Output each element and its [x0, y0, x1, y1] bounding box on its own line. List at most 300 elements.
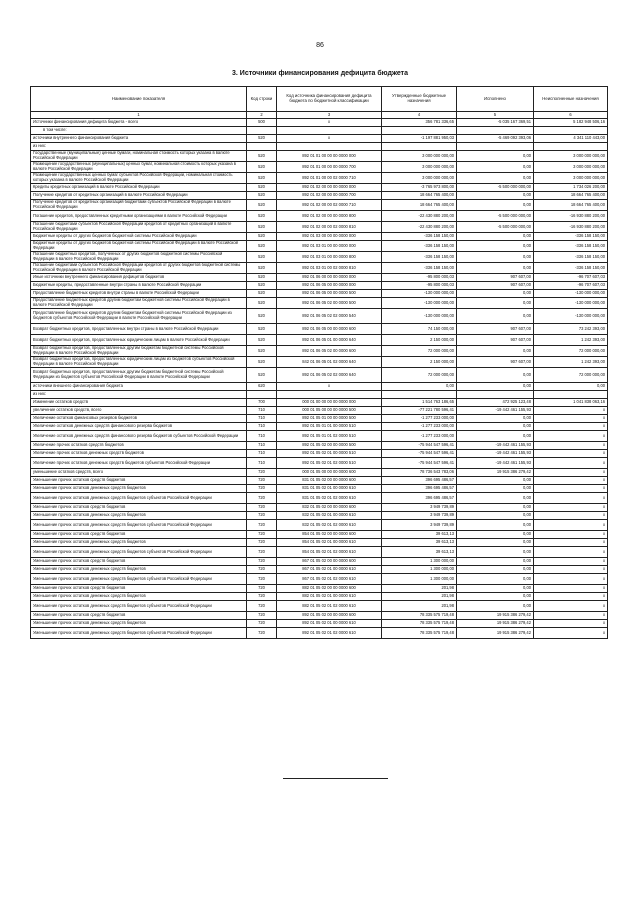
indicator-name-cell: Возврат бюджетных кредитов, предоставленных юридическим лицам из бюджетов субъектов Российской Федерации в валюте Российской Федерации — [31, 357, 247, 368]
unexecuted-cell: -130 000 000,00 — [534, 290, 608, 298]
table-row — [31, 531, 608, 539]
line-code-cell: 520 — [247, 368, 277, 383]
section-title: 3. Источники финансирования дефицита бюджета — [232, 70, 408, 77]
unexecuted-cell: -336 158 150,00 — [534, 252, 608, 263]
table-row — [31, 585, 608, 593]
table-row — [31, 241, 608, 252]
executed-cell: 0,00 — [457, 566, 534, 574]
table-row — [31, 222, 608, 233]
unexecuted-cell — [534, 143, 608, 151]
table-row — [31, 119, 608, 127]
executed-cell: 19 915 386 279,42 — [457, 612, 534, 620]
source-code-cell: 892 01 03 01 00 02 0000 810 — [277, 263, 382, 274]
executed-cell: 0,00 — [457, 298, 534, 309]
approved-cell: 39 613,13 — [382, 531, 457, 539]
table-row — [31, 574, 608, 585]
approved-cell: 78 335 575 719,48 — [382, 612, 457, 620]
indicator-name-cell: Уменьшение прочих остатков денежных средств бюджетов субъектов Российской Федерации — [31, 547, 247, 558]
line-code-cell: 700 — [247, 399, 277, 407]
source-code-cell: 892 01 02 00 00 02 0000 710 — [277, 200, 382, 211]
indicator-name-cell: из них: — [31, 143, 247, 151]
indicator-name-cell: Уменьшение прочих остатков средств бюджетов — [31, 477, 247, 485]
source-code-cell: 892 01 02 00 00 02 0000 810 — [277, 222, 382, 233]
table-row — [31, 324, 608, 335]
approved-cell: 201,98 — [382, 601, 457, 612]
indicator-name-cell: Уменьшение прочих остатков денежных средств бюджетов — [31, 566, 247, 574]
table-row — [31, 423, 608, 431]
table-row — [31, 407, 608, 415]
unexecuted-cell: -336 158 150,00 — [534, 263, 608, 274]
table-row — [31, 282, 608, 290]
approved-cell: 74 150 000,00 — [382, 324, 457, 335]
indicator-name-cell: Источники финансирования дефицита бюджета - всего — [31, 119, 247, 127]
approved-cell: -75 944 547 596,41 — [382, 458, 457, 469]
executed-cell: 0,00 — [457, 531, 534, 539]
indicator-name-cell: Уменьшение прочих остатков денежных средств бюджетов субъектов Российской Федерации — [31, 628, 247, 639]
source-code-cell: 892 01 06 05 02 02 0000 540 — [277, 309, 382, 324]
executed-cell: 0,00 — [457, 520, 534, 531]
line-code-cell: 710 — [247, 458, 277, 469]
line-code-cell: 710 — [247, 450, 277, 458]
indicator-name-cell: Предоставление бюджетных кредитов другим бюджетам бюджетной системы Российской Федерации из бюджетов субъектов Российской Федерации в валюте Российской Федерации — [31, 309, 247, 324]
indicator-name-cell: Погашение бюджетами субъектов Российской Федерации кредитов от других бюджетов бюджетной системы Российской Федерации в валюте Российской Федерации — [31, 263, 247, 274]
unexecuted-cell: -130 000 000,00 — [534, 298, 608, 309]
table-row — [31, 593, 608, 601]
header-executed: Исполнено — [457, 87, 534, 112]
executed-cell: 907 607,00 — [457, 282, 534, 290]
indicator-name-cell: Изменение остатков средств — [31, 399, 247, 407]
indicator-name-cell: Уменьшение прочих остатков средств бюджетов — [31, 558, 247, 566]
unexecuted-cell: 1 041 838 063,16 — [534, 399, 608, 407]
table-row — [31, 211, 608, 222]
financing-sources-table — [30, 86, 608, 639]
line-code-cell — [247, 391, 277, 399]
line-code-cell: 520 — [247, 192, 277, 200]
source-code-cell: 892 01 06 05 02 02 0000 640 — [277, 368, 382, 383]
table-header-row — [31, 87, 608, 112]
table-row — [31, 192, 608, 200]
indicator-name-cell: Увеличение остатков финансовых резервов бюджетов — [31, 415, 247, 423]
source-code-cell: 000 01 05 00 00 00 0000 500 — [277, 407, 382, 415]
unexecuted-cell: -130 000 000,00 — [534, 309, 608, 324]
executed-cell: 0,00 — [457, 200, 534, 211]
unexecuted-cell: -96 707 607,03 — [534, 274, 608, 282]
unexecuted-cell: x — [534, 450, 608, 458]
source-code-cell: x — [277, 119, 382, 127]
line-code-cell: 520 — [247, 346, 277, 357]
approved-cell: -336 158 150,00 — [382, 233, 457, 241]
approved-cell: 39 613,13 — [382, 547, 457, 558]
approved-cell: 3 949 739,89 — [382, 512, 457, 520]
line-code-cell: 720 — [247, 612, 277, 620]
table-row — [31, 127, 608, 135]
line-code-cell: 520 — [247, 298, 277, 309]
header-indicator-name: Наименование показателя — [31, 87, 247, 112]
source-code-cell: 892 01 06 00 00 00 0000 000 — [277, 274, 382, 282]
source-code-cell: 892 01 01 00 00 00 0000 000 — [277, 151, 382, 162]
executed-cell: -5 035 167 369,51 — [457, 119, 534, 127]
header-source-code: Код источника финансирования дефицита бюджета по бюджетной классификации — [277, 87, 382, 112]
table-row — [31, 512, 608, 520]
line-code-cell: 520 — [247, 335, 277, 346]
approved-cell: -1 277 233 000,00 — [382, 423, 457, 431]
unexecuted-cell: x — [534, 574, 608, 585]
source-code-cell: 892 01 02 00 00 00 0000 700 — [277, 192, 382, 200]
executed-cell: 907 607,00 — [457, 357, 534, 368]
source-code-cell: 892 01 06 05 01 00 0000 640 — [277, 335, 382, 346]
approved-cell: 201,98 — [382, 593, 457, 601]
executed-cell: 0,00 — [457, 162, 534, 173]
source-code-cell — [277, 391, 382, 399]
approved-cell: -75 944 547 596,41 — [382, 442, 457, 450]
line-code-cell: 720 — [247, 512, 277, 520]
source-code-cell: 892 01 05 01 01 02 0000 510 — [277, 431, 382, 442]
executed-cell: 0,00 — [457, 539, 534, 547]
indicator-name-cell: Уменьшение прочих остатков средств бюджетов — [31, 531, 247, 539]
executed-cell: 0,00 — [457, 431, 534, 442]
indicator-name-cell: Увеличение остатков денежных средств финансового резерва бюджетов — [31, 423, 247, 431]
indicator-name-cell: в том числе: — [31, 127, 247, 135]
table-row — [31, 357, 608, 368]
table-row — [31, 309, 608, 324]
table-row — [31, 539, 608, 547]
unexecuted-cell: x — [534, 493, 608, 504]
indicator-name-cell: Предоставление бюджетных кредитов внутри страны в валюте Российской Федерации — [31, 290, 247, 298]
table-row — [31, 442, 608, 450]
unexecuted-cell: 3 000 000 000,00 — [534, 173, 608, 184]
approved-cell: 72 000 000,00 — [382, 368, 457, 383]
unexecuted-cell: x — [534, 477, 608, 485]
source-code-cell: 892 01 05 02 00 00 0000 600 — [277, 612, 382, 620]
indicator-name-cell: Иные источники внутреннего финансирования дефицитов бюджетов — [31, 274, 247, 282]
indicator-name-cell: Уменьшение прочих остатков денежных средств бюджетов субъектов Российской Федерации — [31, 493, 247, 504]
source-code-cell: 892 01 03 00 00 00 0000 000 — [277, 233, 382, 241]
line-code-cell: 720 — [247, 504, 277, 512]
indicator-name-cell: Увеличение остатков денежных средств финансового резерва бюджетов субъектов Российской Федерации — [31, 431, 247, 442]
approved-cell: 1 300 000,00 — [382, 558, 457, 566]
unexecuted-cell: x — [534, 442, 608, 450]
indicator-name-cell: Уменьшение прочих остатков средств бюджетов — [31, 612, 247, 620]
executed-cell: 0,00 — [457, 477, 534, 485]
indicator-name-cell: Бюджетные кредиты от других бюджетов бюджетной системы Российской Федерации в валюте Российской Федерации — [31, 241, 247, 252]
line-code-cell: 720 — [247, 493, 277, 504]
source-code-cell: 867 01 05 02 01 00 0000 610 — [277, 566, 382, 574]
approved-cell: -95 800 000,03 — [382, 274, 457, 282]
executed-cell: 907 607,00 — [457, 274, 534, 282]
indicator-name-cell: Уменьшение прочих остатков денежных средств бюджетов — [31, 512, 247, 520]
indicator-name-cell: источники внутреннего финансирования бюджета — [31, 135, 247, 143]
indicator-name-cell: Возврат бюджетных кредитов, предоставленных другим бюджетам бюджетной системы Российской Федерации в валюте Российской Федерации — [31, 346, 247, 357]
approved-cell — [382, 391, 457, 399]
unexecuted-cell: 5 182 948 506,16 — [534, 119, 608, 127]
line-code-cell: 520 — [247, 274, 277, 282]
approved-cell: 396 695 486,57 — [382, 485, 457, 493]
table-row — [31, 184, 608, 192]
unexecuted-cell: x — [534, 485, 608, 493]
column-number: 3 — [277, 112, 382, 119]
unexecuted-cell — [534, 391, 608, 399]
approved-cell: -1 277 233 000,00 — [382, 431, 457, 442]
line-code-cell: 520 — [247, 282, 277, 290]
executed-cell: 0,00 — [457, 290, 534, 298]
table-row — [31, 233, 608, 241]
table-row — [31, 612, 608, 620]
indicator-name-cell: Государственные (муниципальные) ценные бумаги, номинальная стоимость которых указана в валюте Российской Федерации — [31, 151, 247, 162]
source-code-cell: 867 01 05 02 00 00 0000 600 — [277, 558, 382, 566]
indicator-name-cell: Уменьшение прочих остатков денежных средств бюджетов — [31, 539, 247, 547]
line-code-cell: 520 — [247, 357, 277, 368]
approved-cell: -130 000 000,00 — [382, 290, 457, 298]
source-code-cell: 831 01 05 02 01 02 0000 610 — [277, 493, 382, 504]
unexecuted-cell: 1 242 393,00 — [534, 335, 608, 346]
table-row — [31, 504, 608, 512]
line-code-cell: 520 — [247, 184, 277, 192]
approved-cell: 0,00 — [382, 383, 457, 391]
table-row — [31, 173, 608, 184]
page-number: 86 — [316, 42, 324, 49]
indicator-name-cell: Уменьшение прочих остатков средств бюджетов — [31, 504, 247, 512]
table-row — [31, 335, 608, 346]
indicator-name-cell: Увеличение прочих остатков средств бюджетов — [31, 442, 247, 450]
approved-cell: -336 158 150,00 — [382, 252, 457, 263]
indicator-name-cell: из них: — [31, 391, 247, 399]
source-code-cell: 000 01 05 00 00 00 0000 600 — [277, 469, 382, 477]
approved-cell: 3 000 000 000,00 — [382, 151, 457, 162]
line-code-cell: 520 — [247, 324, 277, 335]
executed-cell: 0,00 — [457, 493, 534, 504]
table-row — [31, 431, 608, 442]
column-numbers-row — [31, 112, 608, 119]
line-code-cell: 720 — [247, 485, 277, 493]
indicator-name-cell: Уменьшение прочих остатков денежных средств бюджетов субъектов Российской Федерации — [31, 574, 247, 585]
source-code-cell — [277, 127, 382, 135]
table-row — [31, 520, 608, 531]
indicator-name-cell: Уменьшение прочих остатков денежных средств бюджетов — [31, 593, 247, 601]
approved-cell: 201,98 — [382, 585, 457, 593]
executed-cell: 0,00 — [457, 309, 534, 324]
source-code-cell: 832 01 05 02 00 00 0000 600 — [277, 504, 382, 512]
line-code-cell: 520 — [247, 290, 277, 298]
executed-cell: 0,00 — [457, 485, 534, 493]
executed-cell: 907 607,00 — [457, 335, 534, 346]
unexecuted-cell: -16 930 880 200,00 — [534, 211, 608, 222]
source-code-cell: 892 01 06 05 02 00 0000 500 — [277, 298, 382, 309]
executed-cell: 0,00 — [457, 233, 534, 241]
table-row — [31, 135, 608, 143]
line-code-cell: 620 — [247, 383, 277, 391]
line-code-cell: 720 — [247, 558, 277, 566]
approved-cell: -75 944 547 596,41 — [382, 450, 457, 458]
unexecuted-cell: x — [534, 620, 608, 628]
executed-cell — [457, 143, 534, 151]
indicator-name-cell: Кредиты кредитных организаций в валюте Российской Федерации — [31, 184, 247, 192]
line-code-cell: 720 — [247, 539, 277, 547]
executed-cell: 0,00 — [457, 383, 534, 391]
source-code-cell: 892 01 02 00 00 00 0000 000 — [277, 184, 382, 192]
line-code-cell: 520 — [247, 200, 277, 211]
table-row — [31, 274, 608, 282]
source-code-cell: 892 01 02 00 00 00 0000 800 — [277, 211, 382, 222]
unexecuted-cell: x — [534, 458, 608, 469]
indicator-name-cell: Уменьшение прочих остатков денежных средств бюджетов субъектов Российской Федерации — [31, 601, 247, 612]
executed-cell: 19 915 386 279,42 — [457, 469, 534, 477]
approved-cell: 78 736 543 783,06 — [382, 469, 457, 477]
line-code-cell: 520 — [247, 162, 277, 173]
indicator-name-cell: Получение кредитов от кредитных организаций бюджетами субъектов Российской Федерации в валюте Российской Федерации — [31, 200, 247, 211]
executed-cell: 0,00 — [457, 151, 534, 162]
approved-cell: 396 695 486,57 — [382, 477, 457, 485]
source-code-cell: 892 01 05 02 01 00 0000 610 — [277, 620, 382, 628]
column-number: 1 — [31, 112, 247, 119]
line-code-cell — [247, 143, 277, 151]
table-row — [31, 485, 608, 493]
unexecuted-cell: -16 930 880 200,00 — [534, 222, 608, 233]
source-code-cell: 882 01 05 02 00 00 0000 600 — [277, 585, 382, 593]
executed-cell: 0,00 — [457, 173, 534, 184]
unexecuted-cell: x — [534, 585, 608, 593]
source-code-cell — [277, 143, 382, 151]
executed-cell: 0,00 — [457, 423, 534, 431]
line-code-cell: 520 — [247, 151, 277, 162]
unexecuted-cell: 3 000 000 000,00 — [534, 151, 608, 162]
executed-cell: 0,00 — [457, 263, 534, 274]
source-code-cell: 892 01 01 00 00 02 0000 710 — [277, 173, 382, 184]
executed-cell: 19 915 386 279,42 — [457, 628, 534, 639]
indicator-name-cell: Погашение бюджетами субъектов Российской Федерации кредитов от кредитных организаций в валюте Российской Федерации — [31, 222, 247, 233]
approved-cell: -1 197 881 950,03 — [382, 135, 457, 143]
source-code-cell: 831 01 05 02 01 00 0000 610 — [277, 485, 382, 493]
approved-cell: 3 949 739,89 — [382, 520, 457, 531]
executed-cell: 0,00 — [457, 512, 534, 520]
executed-cell: 0,00 — [457, 593, 534, 601]
approved-cell — [382, 143, 457, 151]
unexecuted-cell: x — [534, 469, 608, 477]
line-code-cell: 720 — [247, 574, 277, 585]
indicator-name-cell: Погашение бюджетных кредитов, полученных от других бюджетов бюджетной системы Российской Федерации в валюте Российской Федерации — [31, 252, 247, 263]
executed-cell: 0,00 — [457, 241, 534, 252]
table-row — [31, 566, 608, 574]
indicator-name-cell: Возврат бюджетных кредитов, предоставленных юридическим лицам в валюте Российской Федерации — [31, 335, 247, 346]
source-code-cell: 892 01 05 02 01 02 0000 510 — [277, 458, 382, 469]
indicator-name-cell: Увеличение прочих остатков денежных средств бюджетов — [31, 450, 247, 458]
line-code-cell: 720 — [247, 628, 277, 639]
approved-cell: 1 300 000,00 — [382, 566, 457, 574]
table-row — [31, 162, 608, 173]
unexecuted-cell: 72 000 000,00 — [534, 368, 608, 383]
unexecuted-cell: x — [534, 612, 608, 620]
executed-cell: -19 442 461 155,93 — [457, 450, 534, 458]
unexecuted-cell: x — [534, 423, 608, 431]
line-code-cell: 720 — [247, 547, 277, 558]
line-code-cell: 710 — [247, 423, 277, 431]
source-code-cell: 882 01 05 02 01 00 0000 610 — [277, 593, 382, 601]
executed-cell: 472 925 123,48 — [457, 399, 534, 407]
unexecuted-cell: x — [534, 531, 608, 539]
source-code-cell: 892 01 05 02 01 00 0000 510 — [277, 450, 382, 458]
table-row — [31, 450, 608, 458]
approved-cell: 396 695 486,57 — [382, 493, 457, 504]
source-code-cell: 892 01 05 01 00 00 0000 500 — [277, 415, 382, 423]
column-number: 6 — [534, 112, 608, 119]
line-code-cell: 520 — [247, 241, 277, 252]
indicator-name-cell: Уменьшение прочих остатков денежных средств бюджетов субъектов Российской Федерации — [31, 520, 247, 531]
table-row — [31, 346, 608, 357]
source-code-cell: 000 01 00 00 00 00 0000 000 — [277, 399, 382, 407]
unexecuted-cell: x — [534, 520, 608, 531]
approved-cell: 18 664 765 400,00 — [382, 200, 457, 211]
approved-cell: 3 000 000 000,00 — [382, 162, 457, 173]
approved-cell: -130 000 000,00 — [382, 309, 457, 324]
unexecuted-cell: x — [534, 415, 608, 423]
executed-cell: 907 607,00 — [457, 324, 534, 335]
unexecuted-cell — [534, 127, 608, 135]
table-row — [31, 458, 608, 469]
source-code-cell: 892 01 03 01 00 00 0000 000 — [277, 241, 382, 252]
indicator-name-cell: источники внешнего финансирования бюджета — [31, 383, 247, 391]
executed-cell: -5 500 000 000,00 — [457, 184, 534, 192]
table-row — [31, 151, 608, 162]
table-row — [31, 469, 608, 477]
line-code-cell: 720 — [247, 566, 277, 574]
approved-cell: 2 150 000,00 — [382, 335, 457, 346]
indicator-name-cell: Уменьшение прочих остатков денежных средств бюджетов — [31, 485, 247, 493]
line-code-cell: 520 — [247, 309, 277, 324]
unexecuted-cell: x — [534, 512, 608, 520]
executed-cell: -19 442 461 155,93 — [457, 458, 534, 469]
table-row — [31, 368, 608, 383]
executed-cell: 0,00 — [457, 504, 534, 512]
column-number: 2 — [247, 112, 277, 119]
source-code-cell: 892 01 06 05 00 00 0000 500 — [277, 290, 382, 298]
table-row — [31, 383, 608, 391]
table-row — [31, 601, 608, 612]
unexecuted-cell: x — [534, 539, 608, 547]
approved-cell: -336 158 150,00 — [382, 241, 457, 252]
unexecuted-cell: 73 242 393,00 — [534, 324, 608, 335]
executed-cell: 0,00 — [457, 346, 534, 357]
executed-cell: 0,00 — [457, 192, 534, 200]
line-code-cell: 720 — [247, 593, 277, 601]
indicator-name-cell: Размещение государственных ценных бумаг субъектов Российской Федерации, номинальная стоимость которых указана в валюте Российской Федерации — [31, 173, 247, 184]
indicator-name-cell: Уменьшение прочих остатков средств бюджетов — [31, 585, 247, 593]
source-code-cell: 842 01 06 05 01 02 0000 640 — [277, 357, 382, 368]
unexecuted-cell: 72 000 000,00 — [534, 346, 608, 357]
unexecuted-cell: 4 341 110 443,00 — [534, 135, 608, 143]
approved-cell: 3 000 000 000,00 — [382, 173, 457, 184]
table-row — [31, 477, 608, 485]
header-unexecuted: Неисполненные назначения — [534, 87, 608, 112]
executed-cell — [457, 127, 534, 135]
indicator-name-cell: Увеличение прочих остатков денежных средств бюджетов субъектов Российской Федерации — [31, 458, 247, 469]
approved-cell: -1 277 233 000,00 — [382, 415, 457, 423]
executed-cell: -5 469 092 393,06 — [457, 135, 534, 143]
source-code-cell: 892 01 06 05 00 00 0000 600 — [277, 324, 382, 335]
indicator-name-cell: Бюджетные кредиты от других бюджетов бюджетной системы Российской Федерации — [31, 233, 247, 241]
line-code-cell: 710 — [247, 431, 277, 442]
approved-cell: 356 781 336,65 — [382, 119, 457, 127]
indicator-name-cell: Бюджетные кредиты, предоставленные внутри страны в валюте Российской Федерации — [31, 282, 247, 290]
source-code-cell: x — [277, 383, 382, 391]
source-code-cell: 832 01 05 02 01 00 0000 610 — [277, 512, 382, 520]
source-code-cell: 892 01 05 02 00 00 0000 500 — [277, 442, 382, 450]
indicator-name-cell: Погашение кредитов, предоставленных кредитными организациями в валюте Российской Федерации — [31, 211, 247, 222]
executed-cell: -19 442 461 155,93 — [457, 442, 534, 450]
unexecuted-cell: 3 000 000 000,00 — [534, 162, 608, 173]
line-code-cell: 520 — [247, 263, 277, 274]
approved-cell: -77 221 780 596,41 — [382, 407, 457, 415]
table-row — [31, 620, 608, 628]
unexecuted-cell: x — [534, 593, 608, 601]
